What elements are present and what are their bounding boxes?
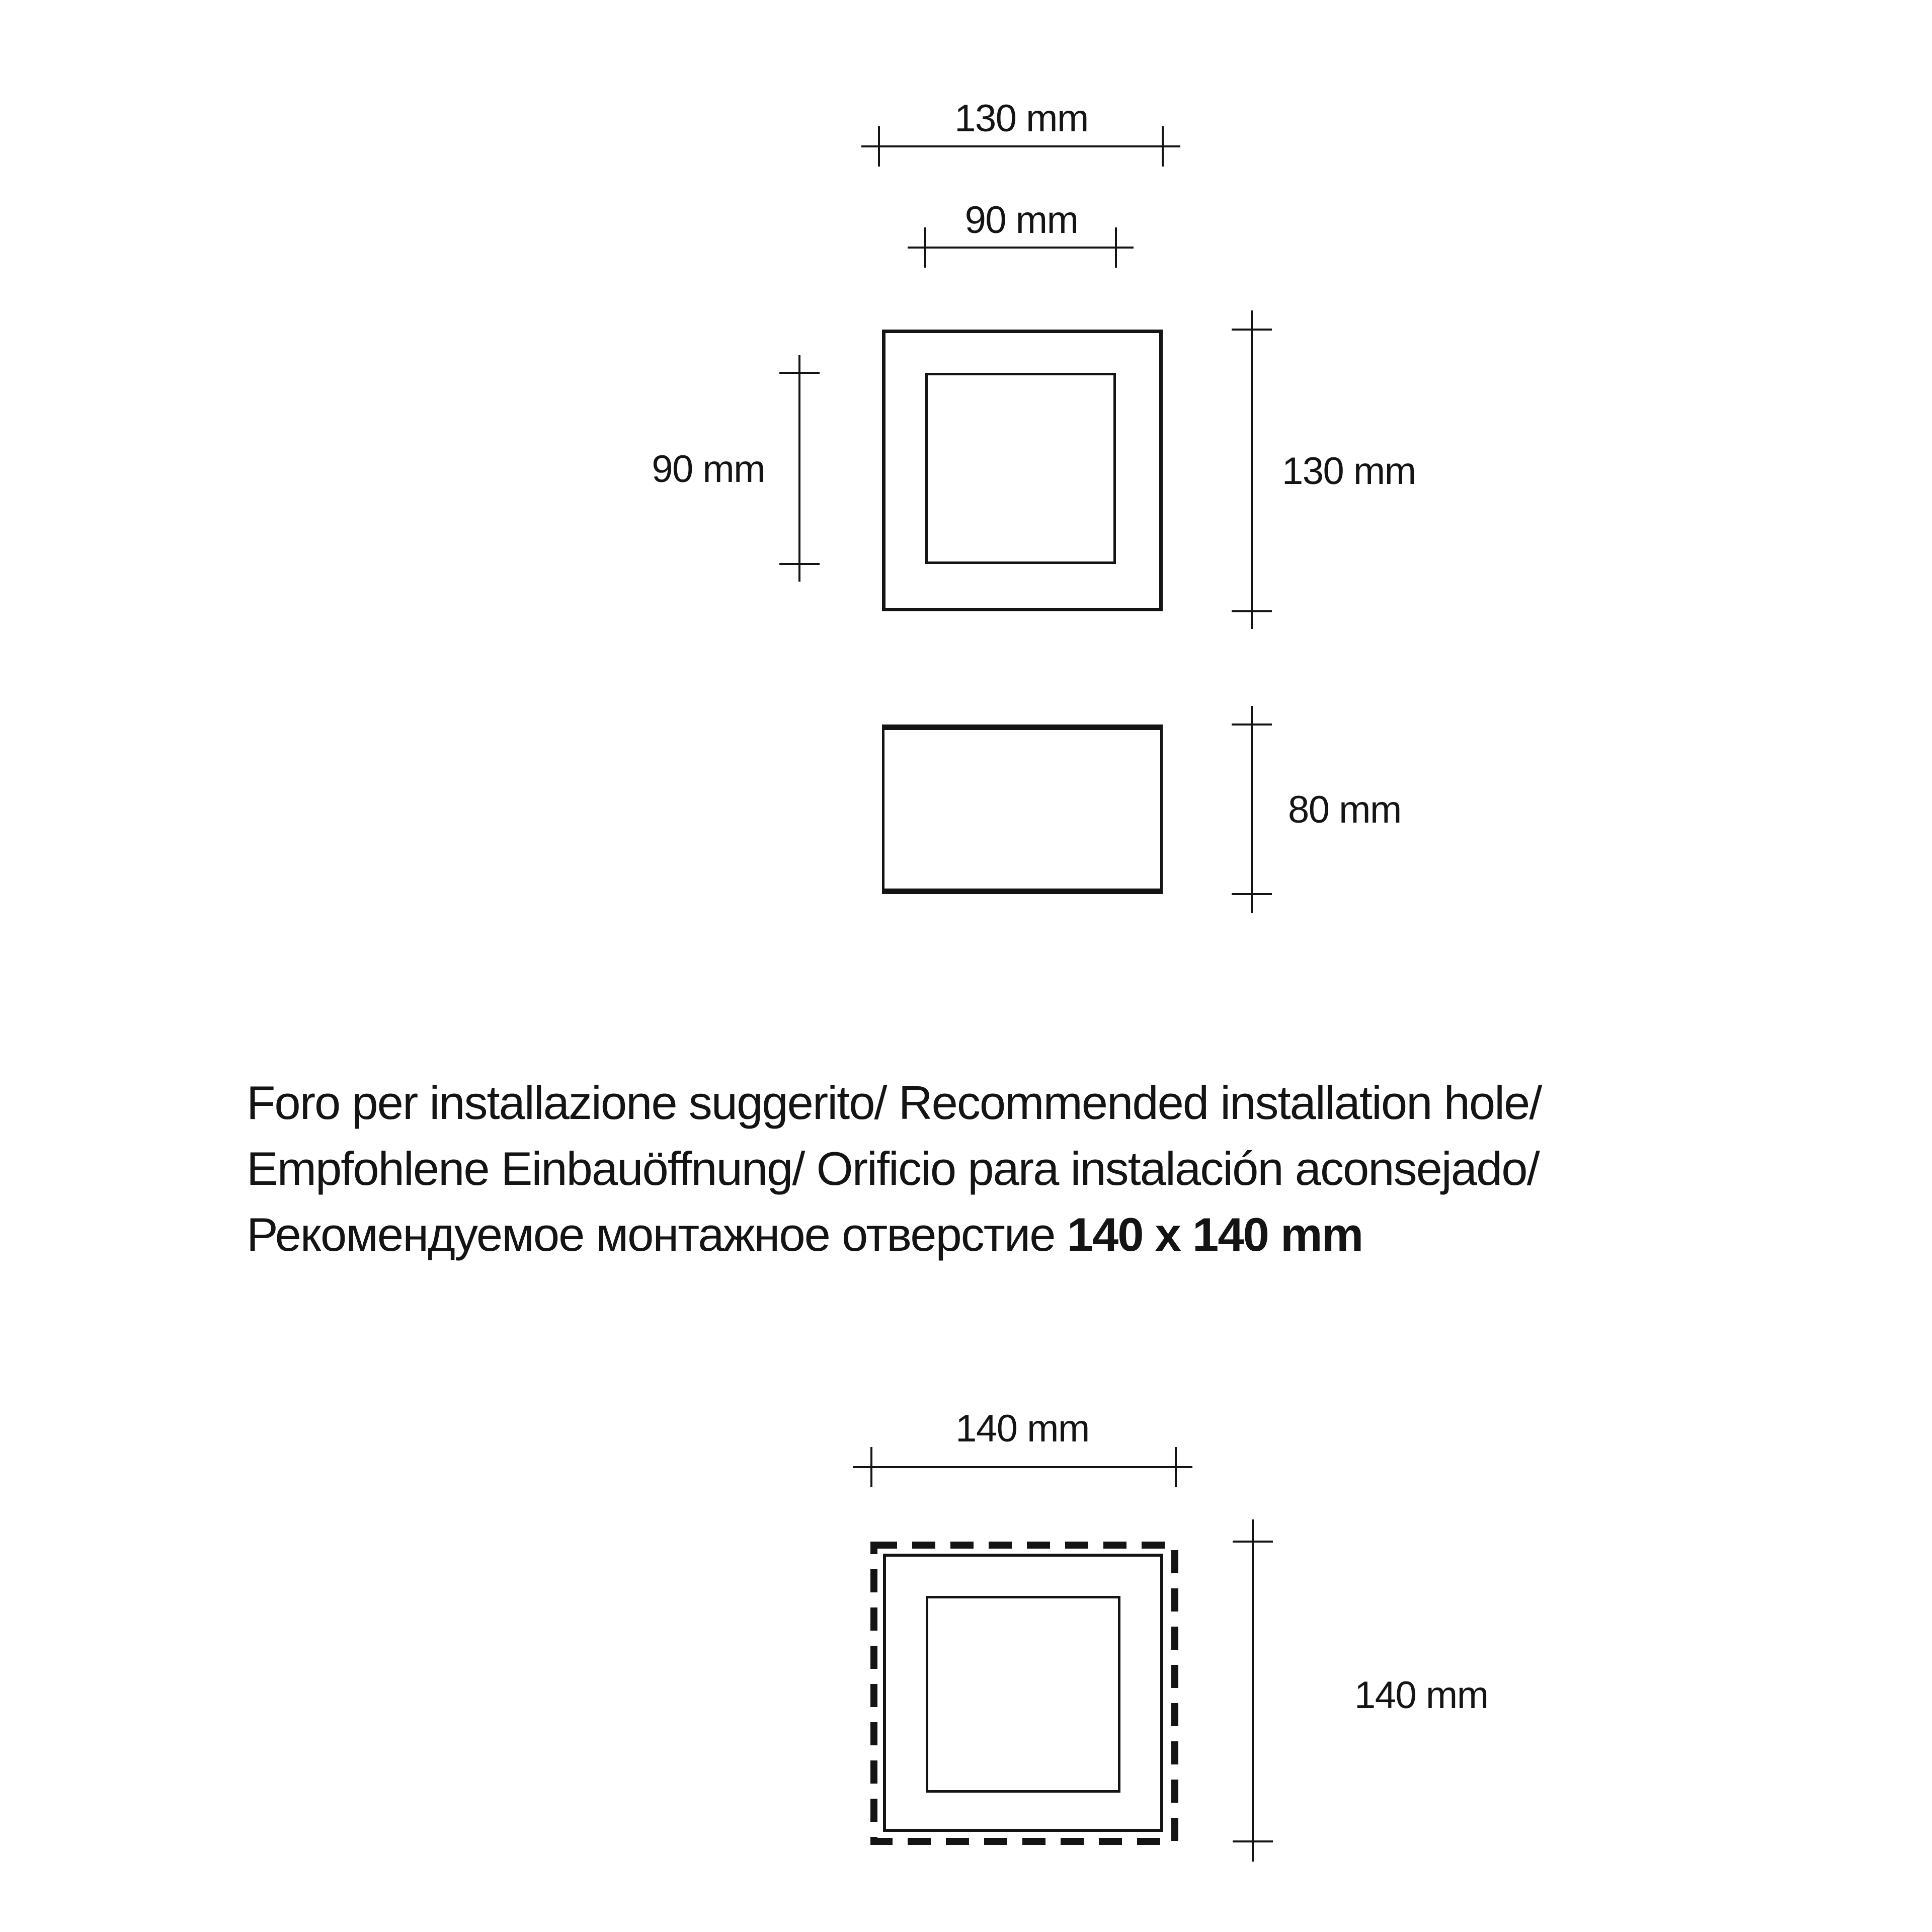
front-view-inner-square [927, 374, 1115, 563]
note-line-3 [247, 1201, 1541, 1267]
front-height-label: 130 mm [1282, 450, 1416, 493]
front-cutout-width-label: 90 mm [964, 199, 1078, 242]
installation-hole-dashed-square [874, 1545, 1175, 1841]
front-cutout-height-label: 90 mm [652, 448, 765, 491]
hole-width-label: 140 mm [955, 1407, 1089, 1450]
side-depth-dimension [1232, 706, 1272, 913]
hole-view [874, 1545, 1175, 1841]
note-line-2: Empfohlene Einbauöffnung/ Orificio para instalación aconsejado/ [247, 1142, 1539, 1195]
front-view [884, 332, 1161, 610]
installation-note [247, 1070, 1541, 1267]
note-line-3-text: Рекомендуемое монтажное отверстие [247, 1208, 1067, 1261]
hole-width-dimension [853, 1447, 1192, 1487]
front-height-dimension [1232, 310, 1272, 629]
front-cutout-height-dimension [779, 355, 820, 582]
hole-height-label: 140 mm [1354, 1674, 1488, 1717]
note-line-1: Foro per installazione suggerito/ Recommended installation hole/ [247, 1076, 1542, 1129]
side-depth-label: 80 mm [1288, 788, 1401, 831]
hole-view-inner-square [927, 1597, 1119, 1792]
side-view [882, 725, 1163, 894]
note-hole-size: 140 x 140 mm [1067, 1208, 1363, 1261]
hole-height-dimension [1233, 1519, 1273, 1862]
front-width-label: 130 mm [954, 97, 1088, 140]
